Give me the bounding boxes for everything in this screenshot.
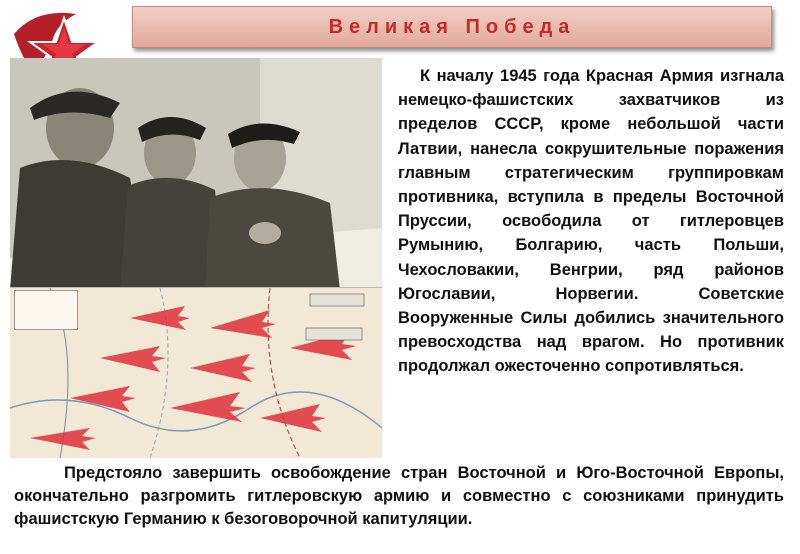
map-legend <box>14 290 78 330</box>
officers-over-map-photo <box>10 58 382 290</box>
title-banner <box>132 6 772 48</box>
officers-photo <box>10 58 382 290</box>
conclusion-paragraph: Предстояло завершить освобождение стран Восточной и Юго-Восточной Европы, окончательно разгромить гитлеровскую армию и совместно с союзниками принудить фашистскую Германию к безоговорочной капитуляции. <box>14 464 784 528</box>
main-paragraph: К началу 1945 года Красная Армия изгнала немецко-фашистских захватчиков из пределов СССР, кроме небольшой части Латвии, нанесла сокрушительные поражения главным стратегическим группировкам противника, вступила в пределы Восточной Пруссии, освободила от гитлеровцев Румынию, Болгарию, часть Польши, Чехословакии, Венгрии, ряд районов Югославии, Норвегии. Советские Вооруженные Силы добились значительного превосходства над врагом. Но противник продолжал ожесточенно сопротивляться. <box>398 67 784 376</box>
front-line-map <box>10 287 382 458</box>
page-title: Великая Победа <box>328 15 576 38</box>
